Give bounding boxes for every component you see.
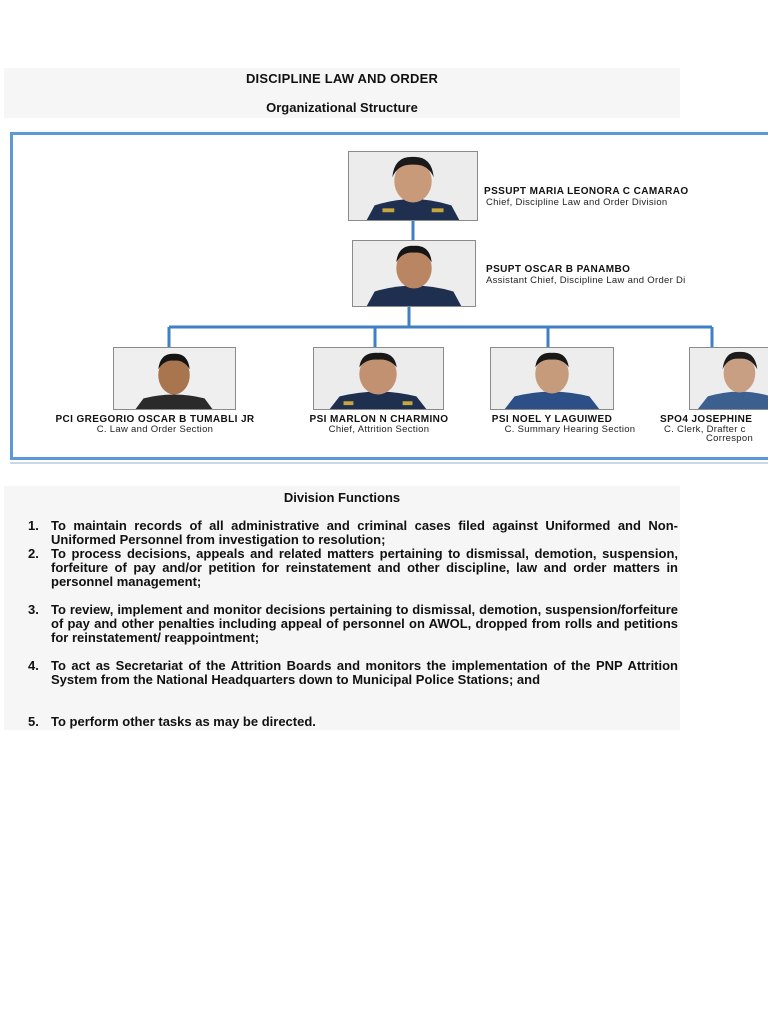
function-item-number: 1. bbox=[28, 518, 39, 533]
chief-name: PSSUPT MARIA LEONORA C CAMARAO bbox=[484, 186, 689, 197]
attrition-section-chief-name: PSI MARLON N CHARMINO bbox=[309, 414, 449, 425]
function-item-number: 4. bbox=[28, 658, 39, 673]
document-title: DISCIPLINE LAW AND ORDER bbox=[245, 71, 439, 86]
function-item-text: To act as Secretariat of the Attrition Boards and monitors the implementation of the PNP Attrition System from the National Headquarters down to Municipal Police Stations; and bbox=[51, 658, 678, 687]
function-item-text: To review, implement and monitor decisions pertaining to dismissal, demotion, suspension/forfeiture of pay and other penalties including appeal of personnel on AWOL, dropped from rolls and petitions for reinstatement/ reappointment; bbox=[51, 602, 678, 645]
assistant-chief-name: PSUPT OSCAR B PANAMBO bbox=[486, 264, 631, 275]
law-order-section-chief-photo bbox=[113, 347, 236, 410]
summary-hearing-section-chief-name: PSI NOEL Y LAGUIWED bbox=[491, 414, 613, 425]
assistant-chief-role: Assistant Chief, Discipline Law and Order Di bbox=[486, 275, 686, 286]
attrition-section-chief-photo bbox=[313, 347, 444, 410]
clerk-role-line2: Correspon bbox=[706, 433, 754, 444]
function-item-number: 3. bbox=[28, 602, 39, 617]
function-item-number: 5. bbox=[28, 714, 39, 729]
chief-role: Chief, Discipline Law and Order Division bbox=[486, 197, 668, 208]
function-item-text: To perform other tasks as may be directed. bbox=[51, 714, 316, 729]
attrition-section-chief-role: Chief, Attrition Section bbox=[328, 424, 430, 435]
summary-hearing-section-chief-role: C. Summary Hearing Section bbox=[504, 424, 636, 435]
assistant-chief-photo bbox=[352, 240, 476, 307]
clerk-photo bbox=[689, 347, 768, 410]
function-item-number: 2. bbox=[28, 546, 39, 561]
section-divider bbox=[10, 462, 768, 464]
function-item-text: To process decisions, appeals and related matters pertaining to dismissal, demotion, suspension, forfeiture of pay and/or petition for reinstatement and other discipline, law and order matters in personnel management; bbox=[51, 546, 678, 589]
function-item-text: To maintain records of all administrative and criminal cases filed against Uniformed and Non-Uniformed Personnel from investigation to resolution; bbox=[51, 518, 678, 547]
law-order-section-chief-role: C. Law and Order Section bbox=[96, 424, 214, 435]
clerk-name: SPO4 JOSEPHINE bbox=[660, 414, 753, 425]
functions-title: Division Functions bbox=[283, 490, 401, 505]
function-item-2 bbox=[28, 547, 678, 589]
summary-hearing-section-chief-photo bbox=[490, 347, 614, 410]
law-order-section-chief-name: PCI GREGORIO OSCAR B TUMABLI JR bbox=[55, 414, 255, 425]
clerk-role: C. Clerk, Drafter c bbox=[664, 424, 746, 435]
function-item-1 bbox=[28, 519, 678, 547]
function-item-3 bbox=[28, 603, 678, 645]
document-subtitle: Organizational Structure bbox=[266, 100, 418, 115]
function-item-4 bbox=[28, 659, 678, 687]
chief-photo bbox=[348, 151, 478, 221]
function-item-5 bbox=[28, 715, 678, 729]
